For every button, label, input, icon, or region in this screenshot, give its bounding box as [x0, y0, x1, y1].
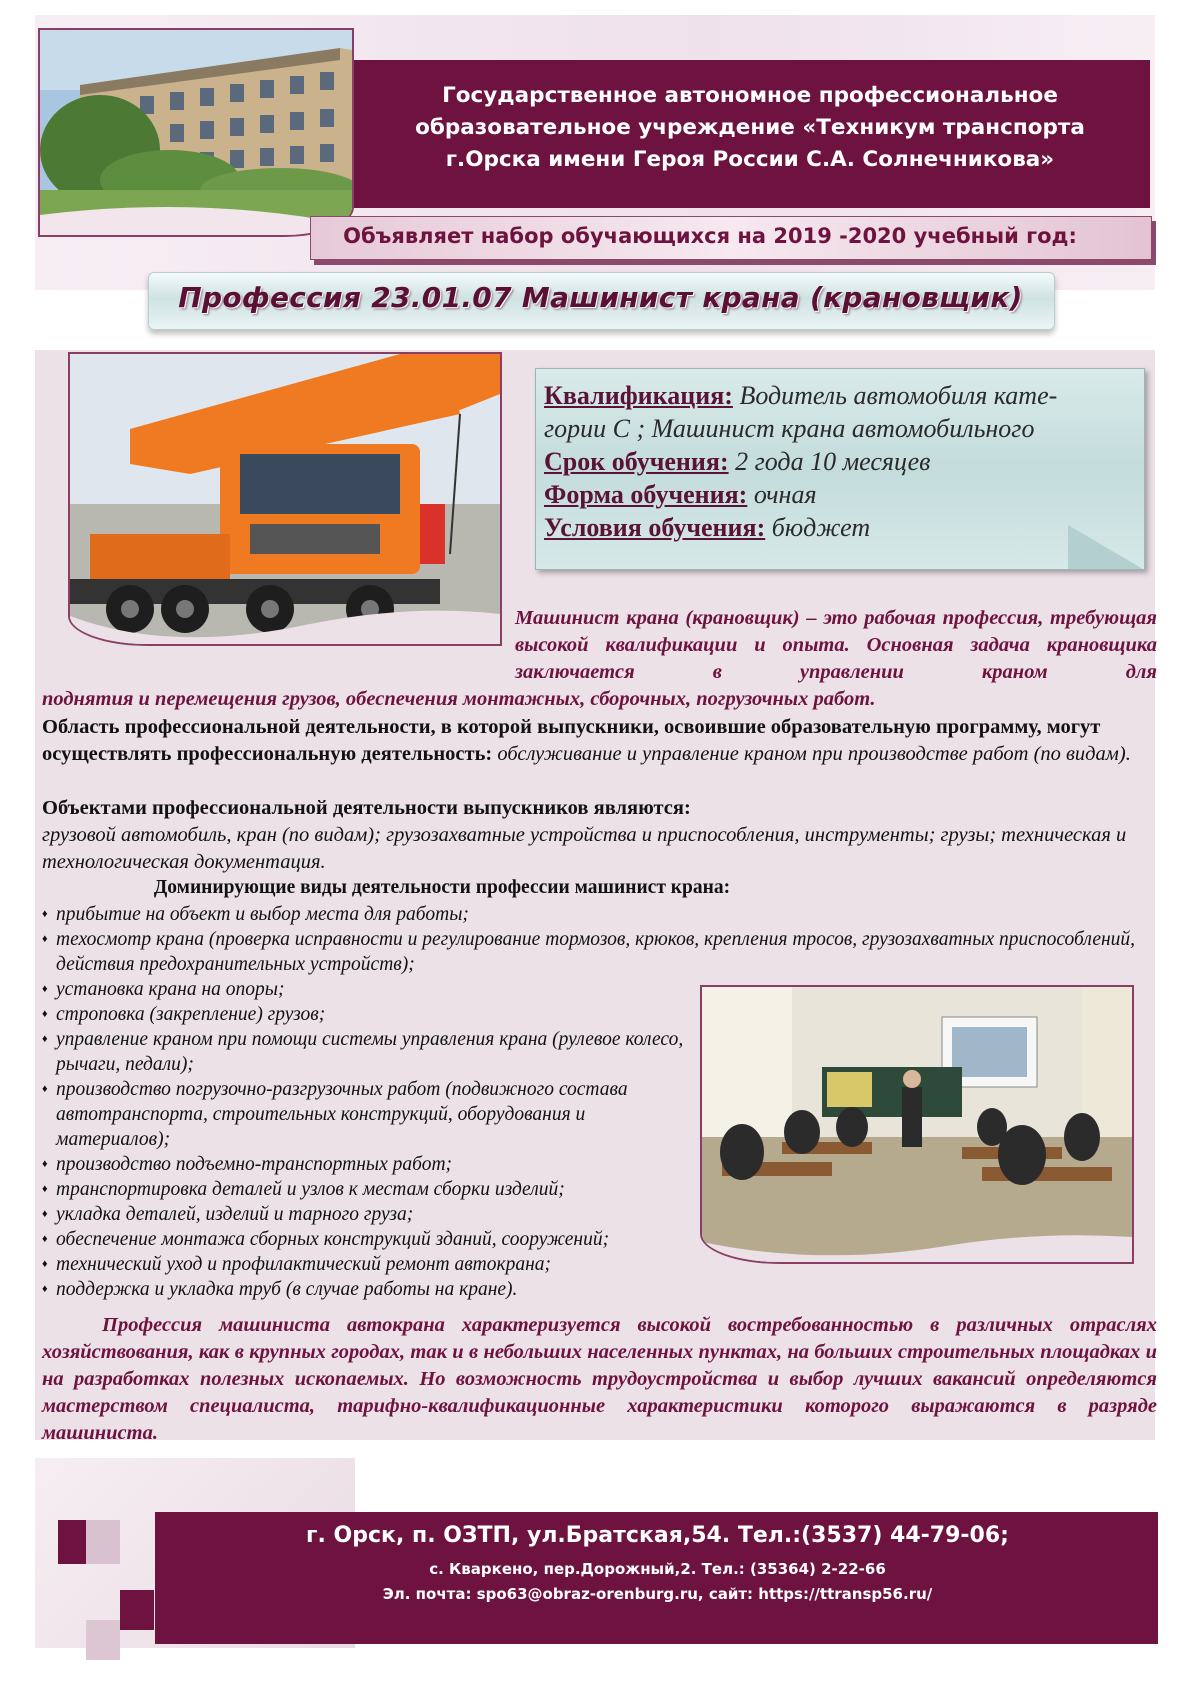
institution-title: [360, 80, 1140, 176]
objects-lead: Объектами профессиональной деятельности выпускников являются:: [42, 797, 691, 819]
main-address: г. Орск, п. ОЗТП, ул.Братская,54. Тел.:(3537) 44-79-06;: [306, 1523, 1009, 1548]
qualification-value-cont: гории С ; Машинист крана автомобильного: [544, 414, 1035, 443]
conditions-label: Условия обучения:: [544, 513, 766, 542]
classroom-illustration: [702, 987, 1132, 1262]
branch-address: с. Кваркено, пер.Дорожный,2. Тел.: (35364) 2-22-66: [429, 1560, 886, 1578]
crane-truck-photo: [68, 352, 502, 646]
activity-area-value: обслуживание и управление краном при производстве работ (по видам).: [497, 743, 1131, 765]
title-line: образовательное учреждение «Техникум транспорта: [415, 115, 1085, 140]
objects-value: грузовой автомобиль, кран (по видам); грузозахватные устройства и приспособления, инструменты; грузы; техническая и технологическая документация.: [42, 824, 1127, 873]
activity-area-lead: Область профессиональной деятельности, в которой выпускники, освоившие образовательную программу, могут осуществлять профессиональную деятельность:: [42, 716, 1101, 765]
list-item: ♦ производство погрузочно-разгрузочных работ (подвижного состава автотранспорта, строительных конструкций, оборудования и материалов);: [42, 1077, 686, 1152]
form-label: Форма обучения:: [544, 480, 748, 509]
intro-paragraph-cont: поднятия и перемещения грузов, обеспечения монтажных, сборочных, погрузочных работ.: [42, 688, 876, 710]
list-item: ♦ технический уход и профилактический ремонт автокрана;: [42, 1252, 1152, 1277]
qualification-row: [544, 379, 1134, 412]
conditions-row: [544, 511, 1134, 544]
list-item: ♦ транспортировка деталей и узлов к местам сборки изделий;: [42, 1177, 1152, 1202]
list-item: ♦ обеспечение монтажа сборных конструкций зданий, сооружений;: [42, 1227, 1152, 1252]
footer-square-decoration: [58, 1520, 86, 1564]
activity-area-paragraph: [42, 714, 1157, 768]
term-row: [544, 445, 1134, 478]
list-item: ♦ управление краном при помощи системы управления крана (рулевое колесо, рычаги, педали);: [42, 1027, 686, 1077]
building-illustration: [40, 30, 352, 235]
closing-paragraph: [42, 1312, 1157, 1447]
closing-paragraph-text: Профессия машиниста автокрана характеризуется высокой востребованностью в различных отраслях хозяйствования, как в крупных городах, так и в небольших населенных пунктах, на больших строительных площадках и на разработках полезных ископаемых. Но возможность трудоустройства и выбор лучших вакансий определяются мастерством специалиста, тарифно-квалификационные характеристики которого выражаются в разряде машиниста.: [42, 1314, 1157, 1444]
list-item: ♦ укладка деталей, изделий и тарного груза;: [42, 1202, 1152, 1227]
intro-paragraph: Машинист крана (крановщик) – это рабочая профессия, требующая высокой квалификации и опыта. Основная задача крановщика заключается в управлении краном для: [515, 607, 1157, 683]
form-value: очная: [747, 480, 817, 509]
page-curl-decoration: [1068, 525, 1143, 569]
qualification-label: Квалификация:: [544, 381, 733, 410]
activities-heading: Доминирующие виды деятельности профессии машинист крана:: [153, 877, 731, 898]
footer-square-decoration: [120, 1590, 154, 1630]
crane-illustration: [70, 354, 500, 644]
list-item: ♦ техосмотр крана (проверка исправности и регулирование тормозов, крюков, крепления тросов, грузозахватных приспособлений, действия предохранительных устройств);: [42, 927, 1152, 977]
enrollment-announcement: Объявляет набор обучающихся на 2019 -2020 учебный год:: [343, 224, 1077, 248]
list-item: ♦ прибытие на объект и выбор места для работы;: [42, 902, 1152, 927]
title-line: Государственное автономное профессиональное: [442, 83, 1058, 108]
term-value: 2 года 10 месяцев: [728, 447, 931, 476]
term-label: Срок обучения:: [544, 447, 729, 476]
list-item: ♦ строповка (закрепление) грузов;: [42, 1002, 1152, 1027]
footer-square-decoration: [86, 1520, 120, 1564]
qualification-panel: [535, 368, 1145, 570]
list-item: ♦ установка крана на опоры;: [42, 977, 1152, 1002]
form-row: [544, 478, 1134, 511]
list-item: ♦ производство подъемно-транспортных работ;: [42, 1152, 1152, 1177]
email-and-website[interactable]: Эл. почта: spo63@obraz-orenburg.ru, сайт: https://ttransp56.ru/: [382, 1585, 933, 1603]
conditions-value: бюджет: [765, 513, 871, 542]
list-item: ♦ поддержка и укладка труб (в случае работы на кране).: [42, 1277, 1152, 1302]
objects-paragraph: [42, 795, 1157, 876]
title-line: г.Орска имени Героя России С.А. Солнечникова»: [445, 147, 1055, 172]
qualification-value: Водитель автомобиля кате-: [732, 381, 1058, 410]
footer-square-decoration: [86, 1620, 120, 1660]
classroom-photo: [700, 985, 1134, 1264]
profession-title: Профессия 23.01.07 Машинист крана (крановщик): [178, 281, 1023, 314]
building-photo: [38, 28, 354, 237]
